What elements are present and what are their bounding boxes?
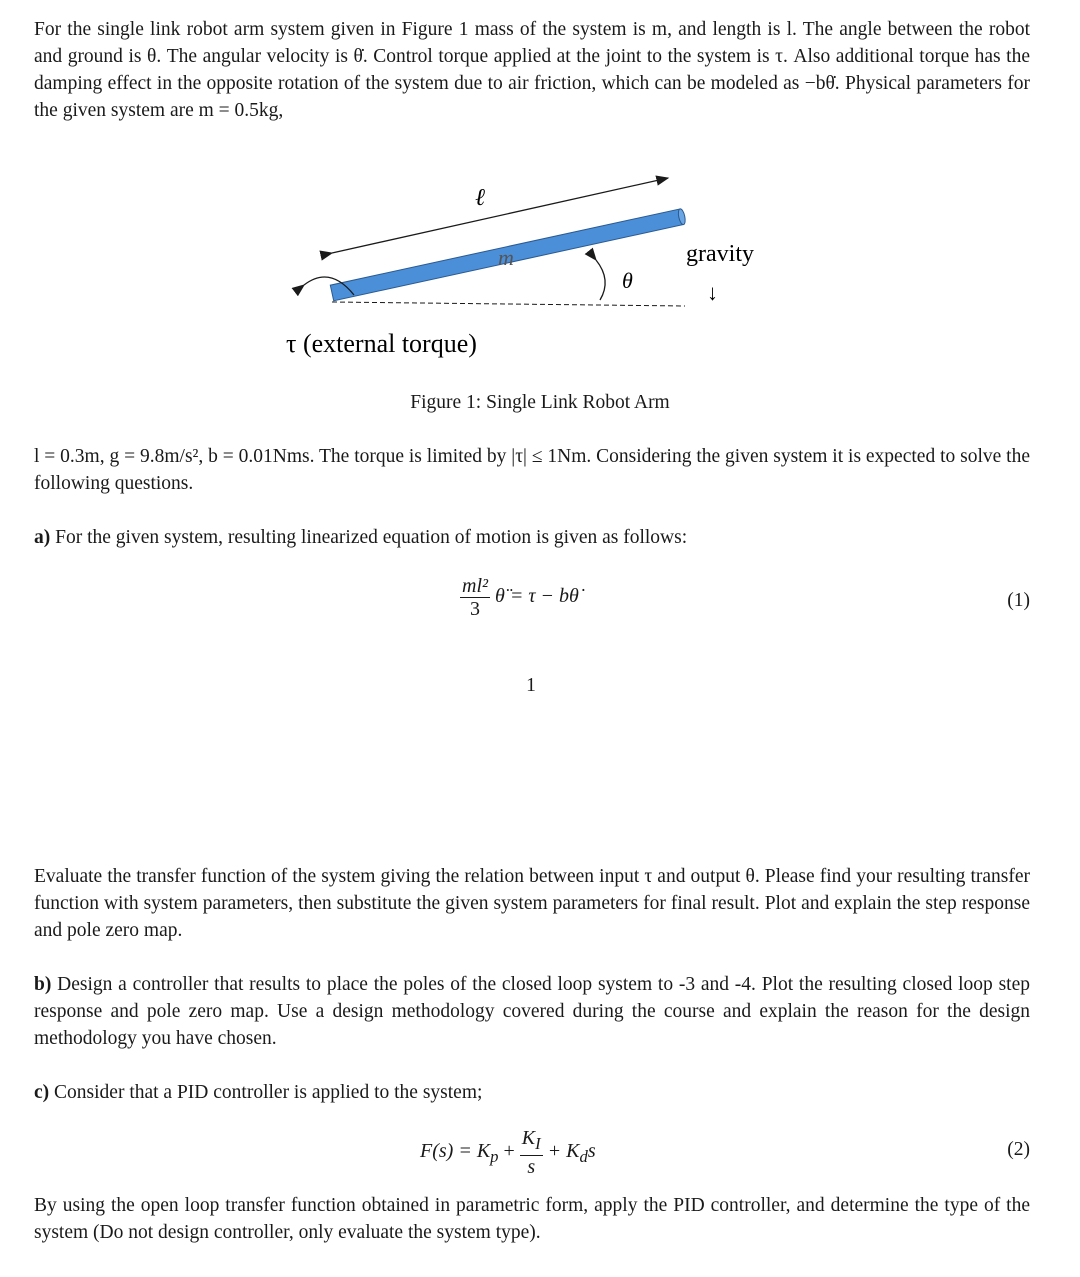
figure-caption: Figure 1: Single Link Robot Arm [410,392,670,413]
gravity-label: gravity [686,241,754,267]
question-c [34,1079,1030,1106]
figure-robot-arm [270,165,800,365]
eq2-plus1: + [498,1140,520,1163]
eq1-numerator: ml² [462,575,488,597]
final-paragraph: By using the open loop transfer function obtained in parametric form, apply the PID controller, and determine the type of the system (Do not design controller, only evaluate the system type). [34,1195,1030,1243]
eq1-fraction [460,575,490,620]
equation-2 [420,1127,596,1178]
eq2-p-sub: p [490,1147,499,1167]
eq1-rhs: θ̈ = τ − bθ̇ [495,585,579,608]
question-b [34,971,1030,1052]
angle-label: θ [622,268,633,293]
question-b-text: Design a controller that results to place the poles of the closed loop system to -3 and -4. Plot the resulting closed loop step response and pole zero map. Use a design methodology covered during the course and explain the reason for the design methodology you have chosen. [34,974,1030,1049]
eq1-denominator: 3 [470,598,480,620]
ground-dashed-line [332,302,685,306]
mass-label: m [498,245,514,270]
eq2-fraction [520,1127,543,1178]
question-a-text: For the given system, resulting linearized equation of motion is given as follows: [55,527,688,548]
length-arrow [332,178,668,253]
question-c-label: c) [34,1082,50,1103]
angle-arc [596,260,605,300]
intro-paragraph: For the single link robot arm system given in Figure 1 mass of the system is m, and length is l. The angle between the robot and ground is θ. The angular velocity is θ̇. Control torque applied at the joint to the system is τ. Also additional torque has the damping effect in the opposite rotation of the system due to air friction, which can be modeled as −bθ̇. Physical parameters for the given system are m = 0.5kg, [34,19,1030,121]
torque-label: τ (external torque) [286,329,477,358]
eq2-d-sub: d [579,1147,588,1167]
params-paragraph: l = 0.3m, g = 9.8m/s², b = 0.01Nms. The torque is limited by |τ| ≤ 1Nm. Considering the given system it is expected to solve the following questions. [34,446,1030,494]
eq2-tail: s [587,1140,596,1163]
equation-1 [460,575,579,620]
eq2-frac-num: $K_I$ [520,1127,543,1156]
question-c-text: Consider that a PID controller is applied to the system; [54,1082,483,1103]
question-a-label: a) [34,527,51,548]
question-a [34,524,1030,551]
eq2-plus2: + K [547,1140,580,1163]
page-number: 1 [526,675,536,696]
question-b-label: b) [34,974,52,995]
equation-2-number: (2) [1007,1139,1030,1160]
equation-1-number: (1) [1007,590,1030,611]
eq2-frac-den: s [527,1156,536,1178]
length-label: ℓ [475,185,485,211]
eq2-lhs: F(s) = K [420,1140,491,1163]
evaluate-paragraph: Evaluate the transfer function of the system giving the relation between input τ and output θ. Please find your resulting transfer function with system parameters, then substitute the given system parameters for final result. Plot and explain the step response and pole zero map. [34,866,1030,941]
gravity-arrow: ↓ [707,280,718,305]
